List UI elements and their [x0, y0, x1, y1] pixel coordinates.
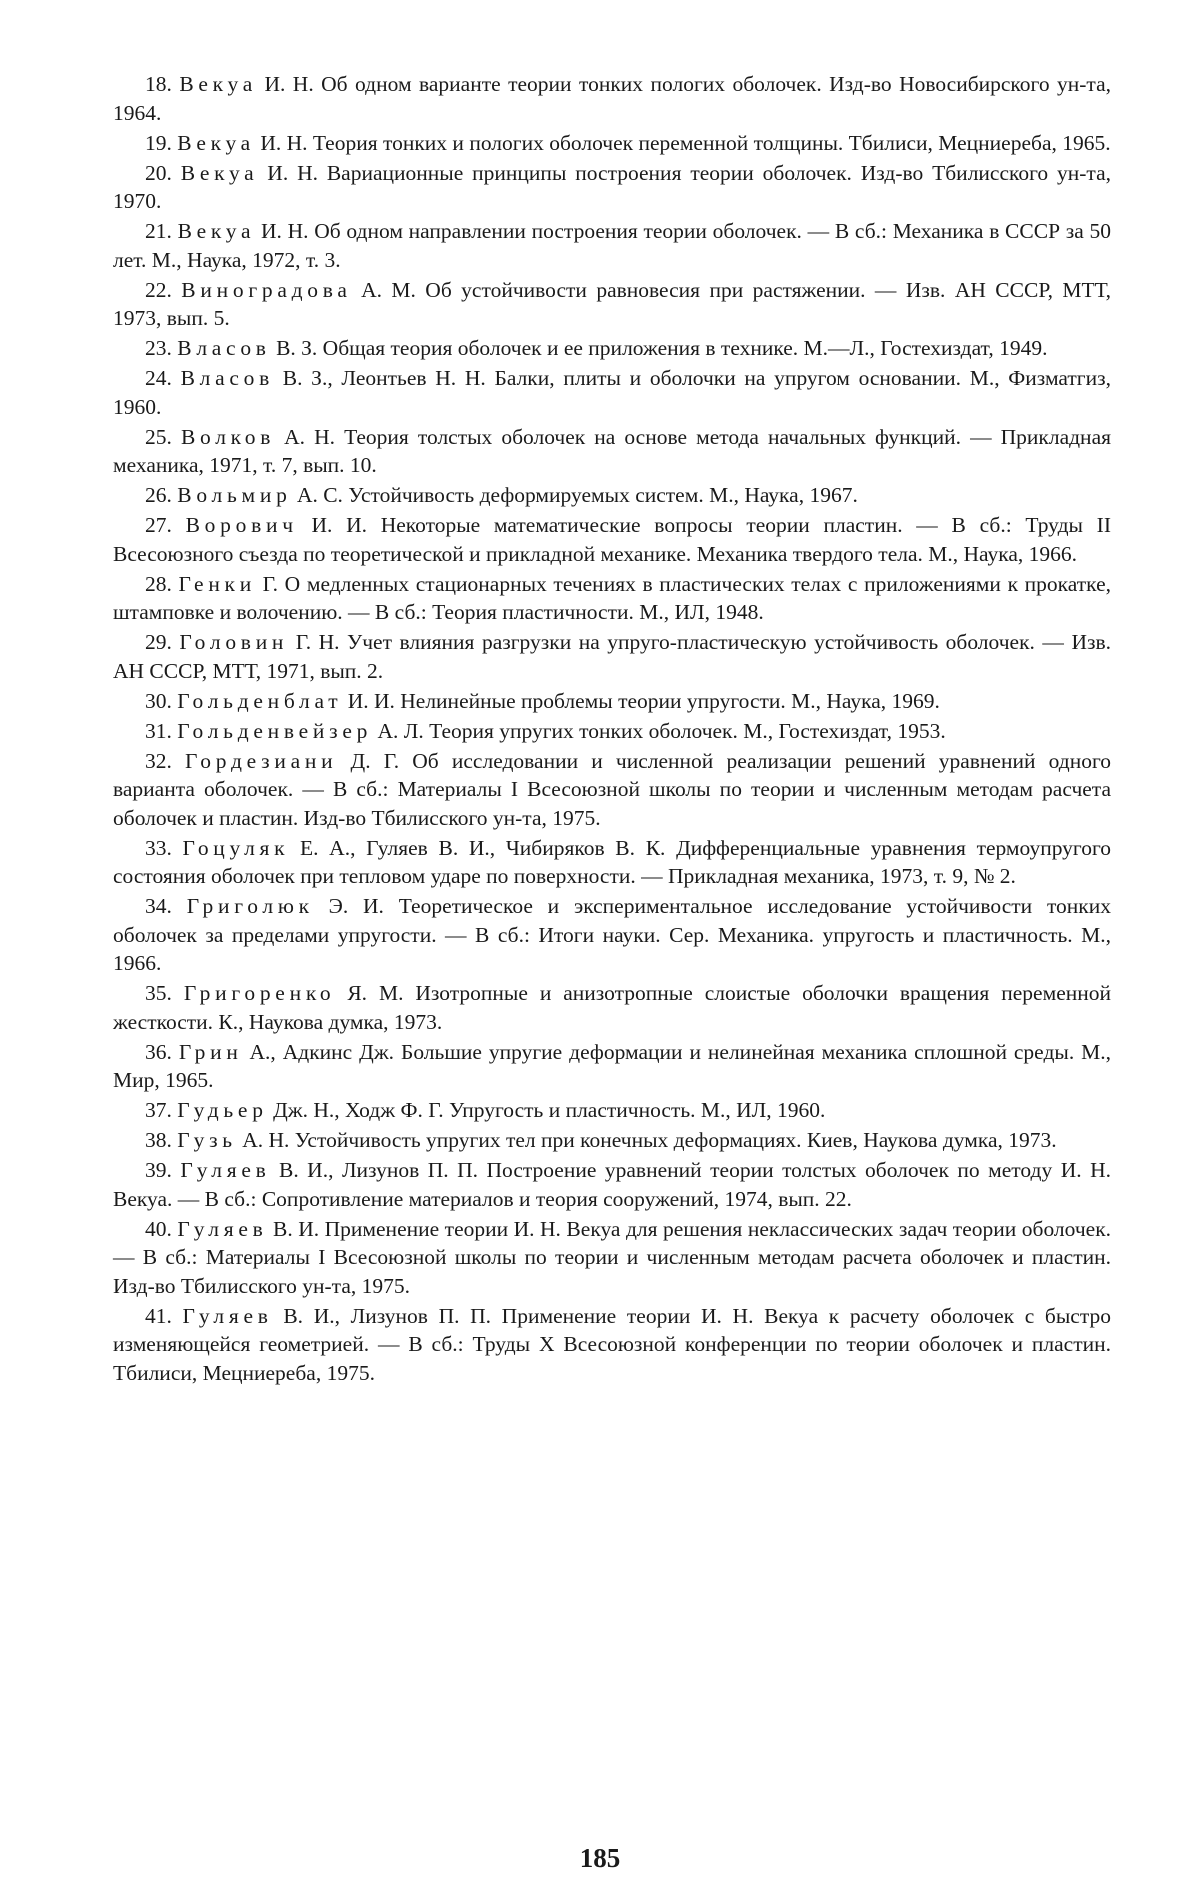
entry-author: Власов [177, 336, 271, 360]
entry-text: Д. Г. Об исследовании и численной реализации решений уравнений одного варианта оболочек. — В сб.: Материалы I Всесоюзной школы по теории и численным методам расчета оболочек и пластин. Изд-во Тбилисского ун-та, 1975. [113, 748, 1112, 830]
entry-text: И. Н. Вариационные принципы построения теории оболочек. Изд-во Тбилисского ун-та, 1970. [113, 160, 1112, 213]
entry-number: 37. [145, 1098, 172, 1122]
entry-text: В. З. Общая теория оболочек и ее приложения в технике. М.—Л., Гостехиздат, 1949. [270, 336, 1048, 360]
entry-text: Е. А., Гуляев В. И., Чибиряков В. К. Дифференциальные уравнения термоупругого состояния оболочек при тепловом ударе по поверхности. — Прикладная механика, 1973, т. 9, № 2. [113, 835, 1112, 888]
entry-text: И. Н. Об одном направлении построения теории оболочек. — В сб.: Механика в СССР за 50 лет. М., Наука, 1972, т. 3. [113, 219, 1111, 272]
entry-text: А. С. Устойчивость деформируемых систем. М., Наука, 1967. [291, 483, 858, 507]
entry-number: 30. [145, 688, 172, 713]
entry-text: В. И., Лизунов П. П. Применение теории И. Н. Векуа к расчету оболочек с быстро изменяющейся геометрией. — В сб.: Труды X Всесоюзной конференции по теории оболочек и пластин. Тбилиси, Мецниереба, 1975. [113, 1303, 1112, 1385]
entry-text: И. И. Нелинейные проблемы теории упругости. М., Наука, 1969. [342, 688, 940, 713]
bibliography-entry [113, 892, 1111, 978]
entry-author: Виноградова [181, 277, 352, 302]
entry-author: Векуа [177, 130, 255, 155]
entry-number: 28. [145, 571, 172, 596]
entry-number: 22. [145, 277, 172, 302]
entry-number: 33. [145, 835, 172, 860]
bibliography-entry [113, 628, 1111, 685]
entry-text: А. Н. Устойчивость упругих тел при конечных деформациях. Киев, Наукова думка, 1973. [236, 1128, 1057, 1152]
entry-author: Векуа [180, 160, 259, 185]
entry-author: Генки [178, 571, 256, 596]
entry-text: В. З., Леонтьев Н. Н. Балки, плиты и оболочки на упругом основании. М., Физматгиз, 1960. [113, 366, 1111, 419]
entry-number: 31. [145, 718, 172, 743]
entry-text: Г. Н. Учет влияния разгрузки на упруго-пластическую устойчивость оболочек. — Изв. АН СССР, МТТ, 1971, вып. 2. [113, 630, 1111, 683]
entry-author: Гудьер [177, 1098, 268, 1122]
entry-number: 20. [145, 160, 172, 185]
entry-number: 29. [145, 630, 172, 654]
bibliography-entry [113, 1156, 1111, 1213]
entry-text: А. Н. Теория толстых оболочек на основе метода начальных функций. — Прикладная механика, 1971, т. 7, вып. 10. [113, 424, 1111, 477]
bibliography-entry [113, 511, 1111, 568]
bibliography-entry [113, 1302, 1111, 1388]
entry-number: 25. [145, 424, 172, 449]
entry-author: Григоренко [183, 981, 336, 1005]
entry-author: Векуа [179, 72, 258, 96]
bibliography-entry [113, 570, 1111, 627]
page-number: 185 [579, 1843, 621, 1873]
entry-number: 41. [145, 1303, 172, 1328]
bibliography-list [113, 70, 1111, 1389]
bibliography-entry [113, 481, 1111, 510]
entry-number: 34. [145, 894, 172, 918]
entry-text: В. И. Применение теории И. Н. Векуа для решения неклассических задач теории оболочек. — В сб.: Материалы I Всесоюзной школы по теории и численным методам расчета оболочек и пластин. Изд-во Тбилисского ун-та, 1975. [113, 1216, 1112, 1298]
entry-number: 18. [145, 72, 172, 96]
entry-text: И. Н. Теория тонких и пологих оболочек переменной толщины. Тбилиси, Мецниереба, 1965. [254, 130, 1111, 155]
entry-author: Власов [180, 366, 275, 390]
bibliography-entry [113, 1038, 1111, 1095]
entry-text: Я. М. Изотропные и анизотропные слоистые оболочки вращения переменной жесткости. К., Наукова думка, 1973. [113, 981, 1112, 1034]
bibliography-entry [113, 217, 1111, 274]
entry-author: Волков [180, 424, 276, 449]
entry-number: 19. [145, 130, 172, 155]
entry-text: И. Н. Об одном варианте теории тонких пологих оболочек. Изд-во Новосибирского ун-та, 1964. [113, 72, 1112, 125]
entry-text: А., Адкинс Дж. Большие упругие деформации и нелинейная механика сплошной среды. М., Мир, 1965. [113, 1039, 1112, 1092]
entry-author: Ворович [185, 513, 298, 537]
bibliography-entry [113, 364, 1111, 421]
bibliography-entry [113, 979, 1111, 1036]
entry-text: В. И., Лизунов П. П. Построение уравнений теории толстых оболочек по методу И. Н. Векуа. — В сб.: Сопротивление материалов и теория сооружений, 1974, вып. 22. [113, 1158, 1111, 1211]
entry-text: Г. О медленных стационарных течениях в пластических телах с приложениями к прокатке, штамповке и волочению. — В сб.: Теория пластичности. М., ИЛ, 1948. [113, 571, 1112, 624]
bibliography-entry [113, 1126, 1111, 1155]
entry-author: Гуляев [180, 1158, 271, 1182]
bibliography-entry [113, 687, 1111, 716]
entry-number: 21. [145, 219, 172, 243]
entry-author: Гоцуляк [182, 835, 290, 860]
entry-author: Головин [179, 630, 289, 654]
entry-author: Векуа [177, 219, 256, 243]
entry-number: 24. [145, 366, 172, 390]
entry-number: 23. [145, 336, 172, 360]
entry-text: А. Л. Теория упругих тонких оболочек. М., Гостехиздат, 1953. [372, 718, 946, 743]
bibliography-entry [113, 159, 1111, 216]
entry-author: Грин [178, 1039, 243, 1064]
entry-author: Гузь [177, 1128, 237, 1152]
entry-number: 39. [145, 1158, 172, 1182]
bibliography-entry [113, 1215, 1111, 1301]
bibliography-entry [113, 276, 1111, 333]
entry-text: Дж. Н., Ходж Ф. Г. Упругость и пластичность. М., ИЛ, 1960. [267, 1098, 826, 1122]
entry-number: 38. [145, 1128, 172, 1152]
entry-author: Гуляев [182, 1303, 273, 1328]
bibliography-entry [113, 1096, 1111, 1125]
entry-number: 35. [145, 981, 172, 1005]
entry-author: Вольмир [177, 483, 292, 507]
entry-number: 32. [145, 748, 172, 773]
entry-text: А. М. Об устойчивости равновесия при растяжении. — Изв. АН СССР, МТТ, 1973, вып. 5. [113, 277, 1111, 330]
entry-number: 26. [145, 483, 172, 507]
entry-author: Гольденблат [177, 688, 343, 713]
entry-author: Григолюк [186, 894, 314, 918]
bibliography-entry [113, 717, 1111, 746]
entry-number: 27. [145, 513, 172, 537]
bibliography-entry [113, 129, 1111, 158]
entry-author: Гордезиани [185, 748, 338, 773]
bibliography-entry [113, 423, 1111, 480]
entry-text: Э. И. Теоретическое и экспериментальное исследование устойчивости тонких оболочек за пределами упругости. — В сб.: Итоги науки. Сер. Механика. упругость и пластичность. М., 1966. [113, 894, 1112, 975]
entry-number: 36. [145, 1039, 172, 1064]
bibliography-entry [113, 747, 1111, 833]
bibliography-entry [113, 334, 1111, 363]
bibliography-entry [113, 70, 1111, 127]
entry-author: Гуляев [177, 1216, 268, 1241]
entry-number: 40. [145, 1216, 172, 1241]
entry-author: Гольденвейзер [177, 718, 373, 743]
entry-text: И. И. Некоторые математические вопросы теории пластин. — В сб.: Труды II Всесоюзного съезда по теоретической и прикладной механике. Механика твердого тела. М., Наука, 1966. [113, 513, 1111, 566]
bibliography-entry [113, 834, 1111, 891]
